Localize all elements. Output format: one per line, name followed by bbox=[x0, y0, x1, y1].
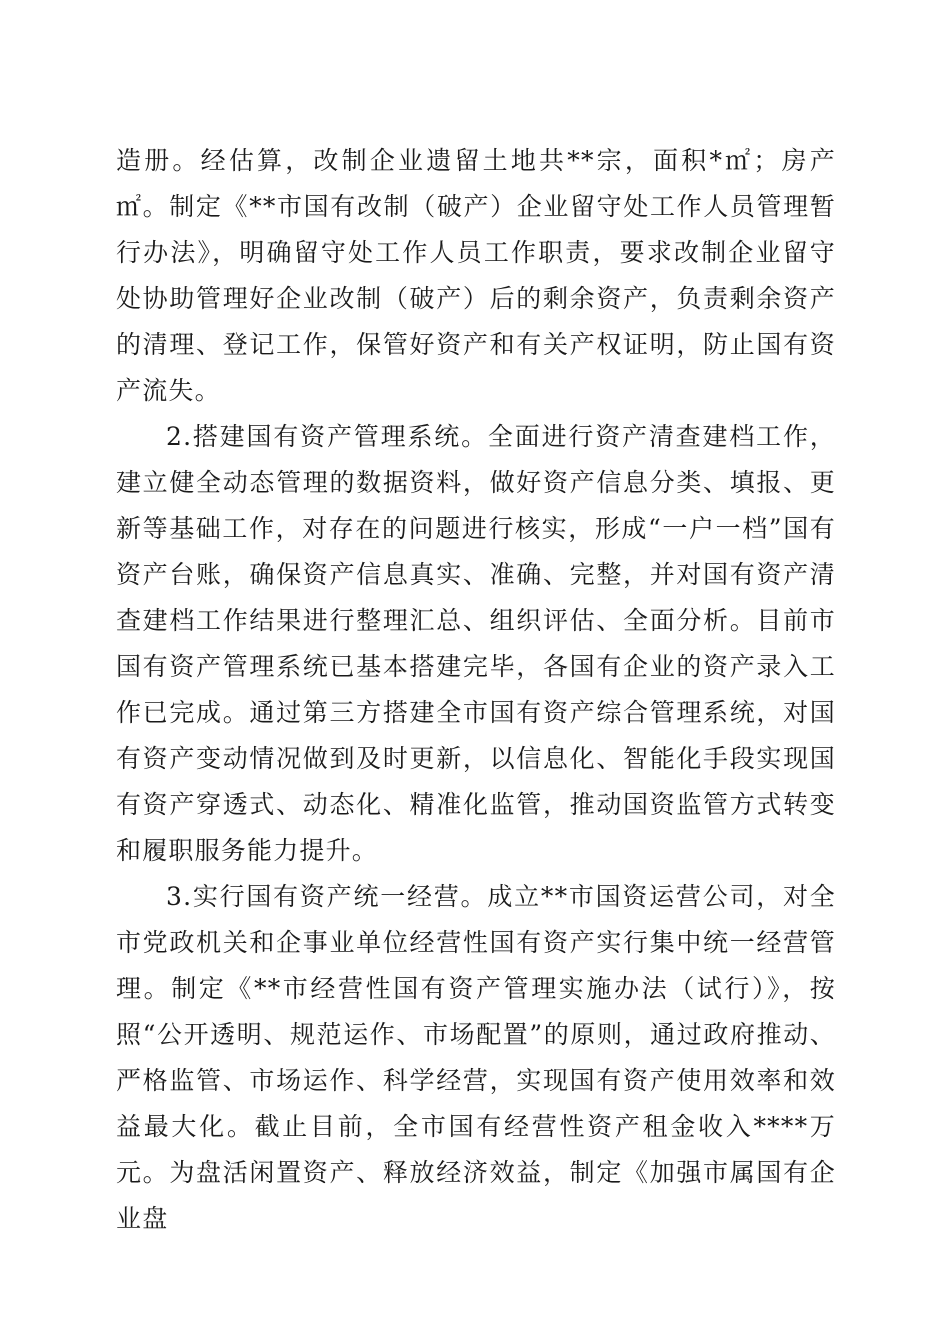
paragraph-asset-management-system: 2.搭建国有资产管理系统。全面进行资产清查建档工作，建立健全动态管理的数据资料，做好资产信息分类、填报、更新等基础工作，对存在的问题进行核实，形成“一户一档”国有资产台账，确保资产信息真实、准确、完整，并对国有资产清查建档工作结果进行整理汇总、组织评估、全面分析。目前市国有资产管理系统已基本搭建完毕，各国有企业的资产录入工作已完成。通过第三方搭建全市国有资产综合管理系统，对国有资产变动情况做到及时更新，以信息化、智能化手段实现国有资产穿透式、动态化、精准化监管，推动国资监管方式转变和履职服务能力提升。 bbox=[116, 422, 836, 865]
paragraph-continued: 造册。经估算，改制企业遗留土地共**宗，面积*㎡；房产㎡。制定《**市国有改制（破产）企业留守处工作人员管理暂行办法》，明确留守处工作人员工作职责，要求改制企业留守处协助管理好企业改制（破产）后的剩余资产，负责剩余资产的清理、登记工作，保管好资产和有关产权证明，防止国有资产流失。 bbox=[116, 146, 836, 405]
document-body bbox=[116, 138, 836, 1242]
paragraph-unified-operation: 3.实行国有资产统一经营。成立**市国资运营公司，对全市党政机关和企事业单位经营性国有资产实行集中统一经营管理。制定《**市经营性国有资产管理实施办法（试行）》，按照“公开透明、规范运作、市场配置”的原则，通过政府推动、严格监管、市场运作、科学经营，实现国有资产使用效率和效益最大化。截止目前，全市国有经营性资产租金收入****万元。为盘活闲置资产、释放经济效益，制定《加强市属国有企业盘 bbox=[116, 882, 836, 1233]
